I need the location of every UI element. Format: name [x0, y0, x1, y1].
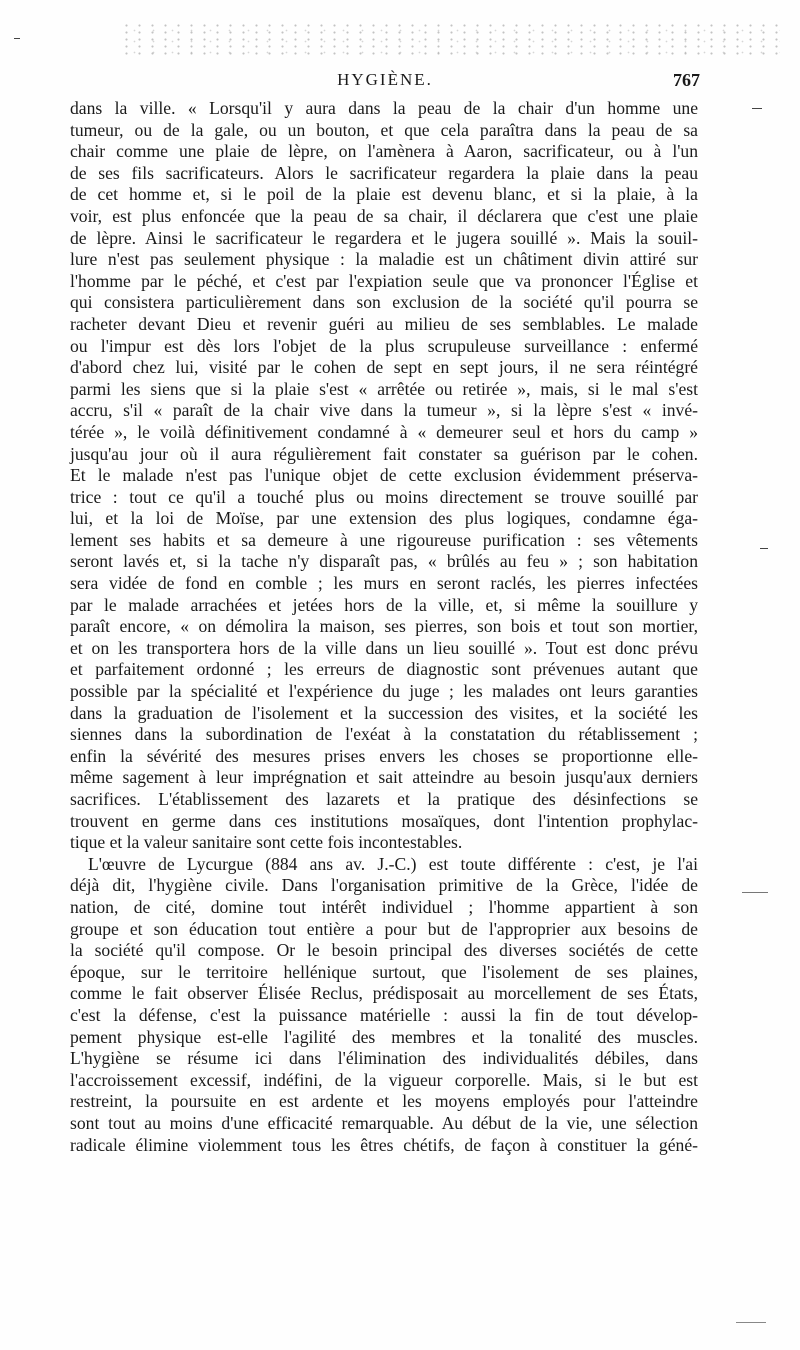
text-line: l'homme par le péché, et c'est par l'expiation seule que va prononcer l'Église et	[70, 270, 698, 291]
text-line: trouvent en germe dans ces institutions mosaïques, dont l'intention prophylac-	[70, 810, 698, 831]
text-line: dans la graduation de l'isolement et la succession des visites, et la société les	[70, 702, 698, 723]
text-line: Et le malade n'est pas l'unique objet de cette exclusion évidemment préserva-	[70, 465, 698, 486]
text-line: voir, est plus enfoncée que la peau de sa chair, il déclarera que c'est une plaie	[70, 205, 698, 226]
text-line: parmi les siens que si la plaie s'est « arrêtée ou retirée », mais, si le mal s'est	[70, 378, 698, 399]
text-line: L'œuvre de Lycurgue (884 ans av. J.-C.) est toute différente : c'est, je l'ai	[88, 853, 698, 874]
text-line: possible par la spécialité et l'expérience du juge ; les malades ont leurs garanties	[70, 681, 698, 702]
text-line: L'hygiène se résume ici dans l'élimination des individualités débiles, dans	[70, 1048, 698, 1069]
text-line: accru, s'il « paraît de la chair vive dans la tumeur », si la lèpre s'est « invé-	[70, 400, 698, 421]
margin-mark	[736, 1322, 766, 1323]
text-line: sera vidée de fond en comble ; les murs en seront raclés, les pierres infectées	[70, 573, 698, 594]
text-line: la société qu'il compose. Or le besoin principal des diverses sociétés de cette	[70, 940, 698, 961]
scan-noise	[120, 22, 780, 58]
text-line: pement physique est-elle l'agilité des membres et la tonalité des muscles.	[70, 1026, 698, 1047]
text-line: seront lavés et, si la tache n'y disparaît pas, « brûlés au feu » ; son habitation	[70, 551, 698, 572]
text-line: de ses fils sacrificateurs. Alors le sacrificateur regardera la plaie dans la peau	[70, 162, 698, 183]
margin-mark	[14, 38, 20, 39]
text-line: groupe et son éducation tout entière a pour but de l'approprier aux besoins de	[70, 918, 698, 939]
text-line: sont tout au moins d'une efficacité remarquable. Au début de la vie, une sélection	[70, 1112, 698, 1133]
text-line: époque, sur le territoire hellénique surtout, que l'isolement de ses plaines,	[70, 961, 698, 982]
text-line: lui, et la loi de Moïse, par une extension des plus logiques, condamne éga-	[70, 508, 698, 529]
body-text	[70, 98, 698, 1156]
text-line: ou l'impur est dès lors l'objet de la plus scrupuleuse surveillance : enfermé	[70, 335, 698, 356]
text-line: lure n'est pas seulement physique : la maladie est un châtiment divin attiré sur	[70, 249, 698, 270]
text-line: jusqu'au jour où il aura régulièrement fait constater sa guérison par le cohen.	[70, 443, 698, 464]
margin-mark	[760, 548, 768, 549]
paragraph	[70, 854, 698, 1156]
text-line: par le malade arrachées et jetées hors de la ville, et, si même la souillure y	[70, 594, 698, 615]
text-line: nation, de cité, domine tout intérêt individuel ; l'homme appartient à son	[70, 896, 698, 917]
margin-mark	[742, 892, 768, 893]
text-line: térée », le voilà définitivement condamné à « demeurer seul et hors du camp »	[70, 421, 698, 442]
text-line: lement ses habits et sa demeure à une rigoureuse purification : ses vêtements	[70, 529, 698, 550]
text-line: qui consistera particulièrement dans son exclusion de la société qu'il pourra se	[70, 292, 698, 313]
running-head: HYGIÈNE.	[337, 70, 433, 89]
text-line: racheter devant Dieu et revenir guéri au milieu de ses semblables. Le malade	[70, 313, 698, 334]
text-line: même sagement à leur imprégnation et sait atteindre au besoin jusqu'aux derniers	[70, 767, 698, 788]
text-line: de cet homme et, si le poil de la plaie est devenu blanc, et si la plaie, à la	[70, 184, 698, 205]
text-line: paraît encore, « on démolira la maison, ses pierres, son bois et tout son mortier,	[70, 616, 698, 637]
text-line: d'abord chez lui, visité par le cohen de sept en sept jours, il ne sera réintégré	[70, 357, 698, 378]
text-line: dans la ville. « Lorsqu'il y aura dans la peau de la chair d'un homme une	[70, 98, 698, 118]
paragraph	[70, 98, 698, 854]
text-line: déjà dit, l'hygiène civile. Dans l'organisation primitive de la Grèce, l'idée de	[70, 875, 698, 896]
text-line: et on les transportera hors de la ville dans un lieu souillé ». Tout est donc prévu	[70, 637, 698, 658]
page-number: 767	[673, 70, 700, 90]
text-line: radicale élimine violemment tous les êtres chétifs, de façon à constituer la géné-	[70, 1134, 698, 1155]
text-line: comme le fait observer Élisée Reclus, prédisposait au morcellement de ses États,	[70, 983, 698, 1004]
text-line: restreint, la poursuite en est ardente et les moyens employés pour l'atteindre	[70, 1091, 698, 1112]
text-line: sacrifices. L'établissement des lazarets et la pratique des désinfections se	[70, 789, 698, 809]
text-line: et parfaitement ordonné ; les erreurs de diagnostic sont prévenues autant que	[70, 659, 698, 680]
text-line: tique et la valeur sanitaire sont cette fois incontestables.	[70, 832, 463, 853]
text-line: l'accroissement excessif, indéfini, de la vigueur corporelle. Mais, si le but est	[70, 1069, 698, 1090]
text-line: siennes dans la subordination de l'exéat à la constatation du rétablissement ;	[70, 724, 698, 745]
text-line: de lèpre. Ainsi le sacrificateur le regardera et le jugera souillé ». Mais la souil-	[70, 227, 698, 248]
text-line: enfin la sévérité des mesures prises envers les choses se proportionne elle-	[70, 745, 698, 766]
text-line: c'est la défense, c'est la puissance matérielle : aussi la fin de tout dévelop-	[70, 1004, 698, 1025]
text-line: chair comme une plaie de lèpre, on l'amènera à Aaron, sacrificateur, ou à l'un	[70, 141, 698, 162]
text-line: trice : tout ce qu'il a touché plus ou moins directement se trouve souillé par	[70, 486, 698, 507]
margin-mark	[752, 108, 762, 109]
page-header	[70, 70, 700, 96]
text-line: tumeur, ou de la gale, ou un bouton, et que cela paraîtra dans la peau de sa	[70, 119, 698, 140]
